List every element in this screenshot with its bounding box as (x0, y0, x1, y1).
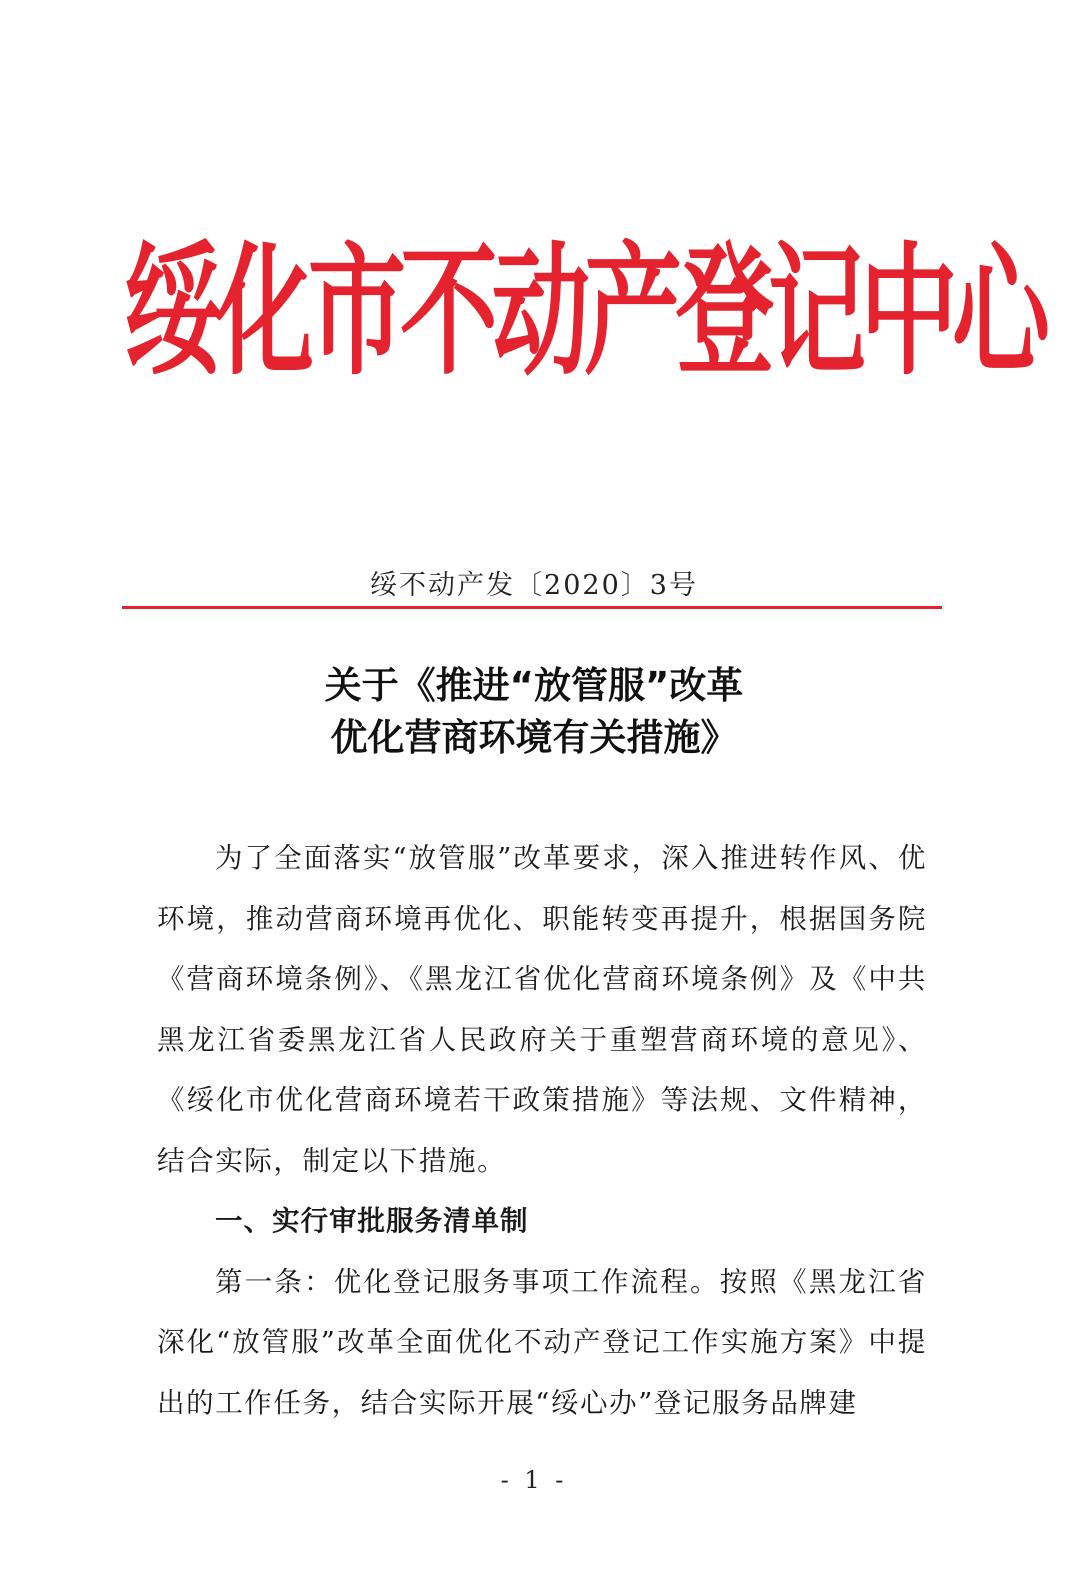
page-number: - 1 - (500, 1466, 568, 1494)
intro-paragraph: 为了全面落实“放管服”改革要求，深入推进转作风、优环境，推动营商环境再优化、职能转变再提升，根据国务院《营商环境条例》、《黑龙江省优化营商环境条例》及《中共黑龙江省委黑龙江省人民政府关于重塑营商环境的意见》、《绥化市优化营商环境若干政策措施》等法规、文件精神，结合实际，制定以下措施。 (157, 842, 927, 1177)
document-number: 绥不动产发〔2020〕3号 (370, 570, 698, 601)
document-title (124, 660, 944, 764)
document-body (157, 828, 927, 1433)
title-line-2: 优化营商环境有关措施》 (330, 716, 738, 759)
section-heading-1: 一、实行审批服务清单制 (215, 1205, 529, 1237)
title-line-1: 关于《推进“放管服”改革 (324, 664, 744, 707)
article-1-paragraph: 第一条：优化登记服务事项工作流程。按照《黑龙江省深化“放管服”改革全面优化不动产登记工作实施方案》中提出的工作任务，结合实际开展“绥心办”登记服务品牌建 (157, 1265, 927, 1419)
red-divider-line (122, 606, 942, 609)
masthead-title: 绥化市不动产登记中心 (124, 228, 1045, 396)
